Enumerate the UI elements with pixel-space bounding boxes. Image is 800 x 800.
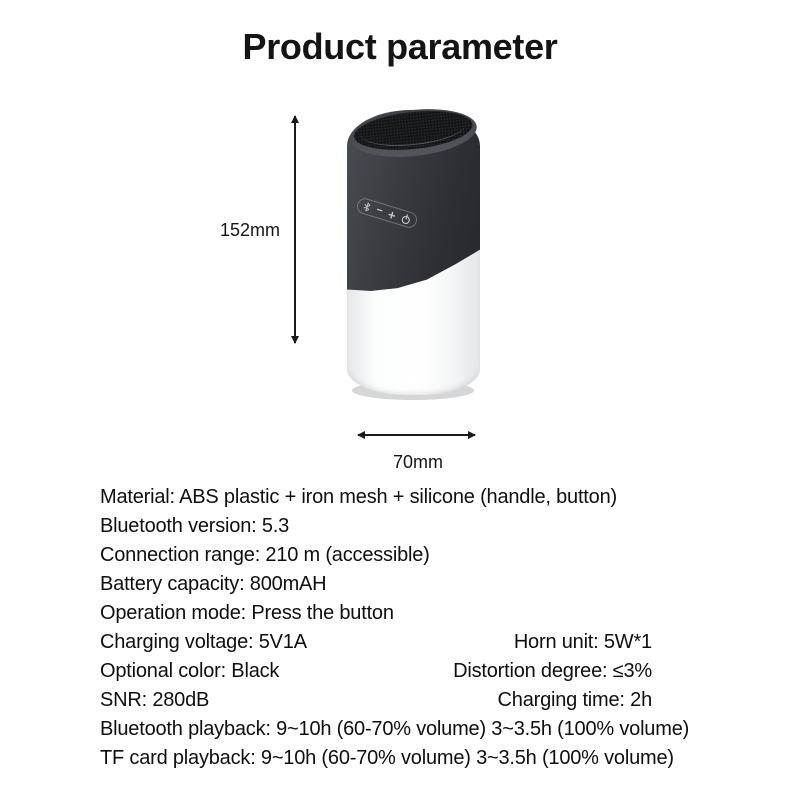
spec-row-battery-capacity — [100, 570, 700, 599]
spec-text: Battery capacity: 800mAH — [100, 573, 327, 595]
spec-row-optional-color-distortion — [100, 657, 700, 686]
spec-row-tf-card-playback — [100, 744, 700, 773]
spec-row-bluetooth-version — [100, 512, 700, 541]
spec-text: Bluetooth playback: 9~10h (60-70% volume) 3~3.5h (100% volume) — [100, 718, 690, 740]
spec-row-connection-range — [100, 541, 700, 570]
spec-row-snr-charging-time — [100, 686, 700, 715]
width-dimension-label: 70mm — [392, 452, 443, 472]
speaker-product-image — [347, 110, 480, 395]
spec-list — [100, 483, 700, 773]
height-dimension-label: 152mm — [219, 220, 280, 240]
spec-row-operation-mode — [100, 599, 700, 628]
volume-plus-button-icon: + — [386, 206, 398, 223]
spec-text: Bluetooth version: 5.3 — [100, 515, 290, 537]
spec-text: Charging voltage: 5V1A — [100, 631, 307, 653]
page-title: Product parameter — [242, 26, 558, 67]
height-dimension-arrow — [294, 116, 296, 343]
spec-row-bluetooth-playback — [100, 715, 700, 744]
spec-text-right: Distortion degree: ≤3% — [453, 660, 652, 682]
spec-row-material — [100, 483, 700, 512]
spec-row-charging-voltage-horn-unit — [100, 628, 700, 657]
spec-text: Material: ABS plastic + iron mesh + silicone (handle, button) — [100, 486, 617, 508]
arrow-down-icon — [291, 336, 299, 344]
spec-text: Optional color: Black — [100, 660, 280, 682]
dimension-line — [294, 116, 296, 343]
power-icon — [400, 212, 413, 225]
spec-text: Connection range: 210 m (accessible) — [100, 544, 430, 566]
volume-minus-button-icon: − — [374, 203, 385, 217]
arrow-right-icon — [468, 431, 476, 439]
width-dimension-arrow — [358, 434, 475, 436]
spec-text-right: Charging time: 2h — [497, 689, 652, 711]
bluetooth-icon — [362, 201, 373, 213]
spec-text: TF card playback: 9~10h (60-70% volume) 3~3.5h (100% volume) — [100, 747, 674, 769]
spec-text: Operation mode: Press the button — [100, 602, 394, 624]
dimension-line — [358, 434, 475, 436]
spec-text-right: Horn unit: 5W*1 — [513, 631, 652, 653]
spec-text: SNR: 280dB — [100, 689, 210, 711]
